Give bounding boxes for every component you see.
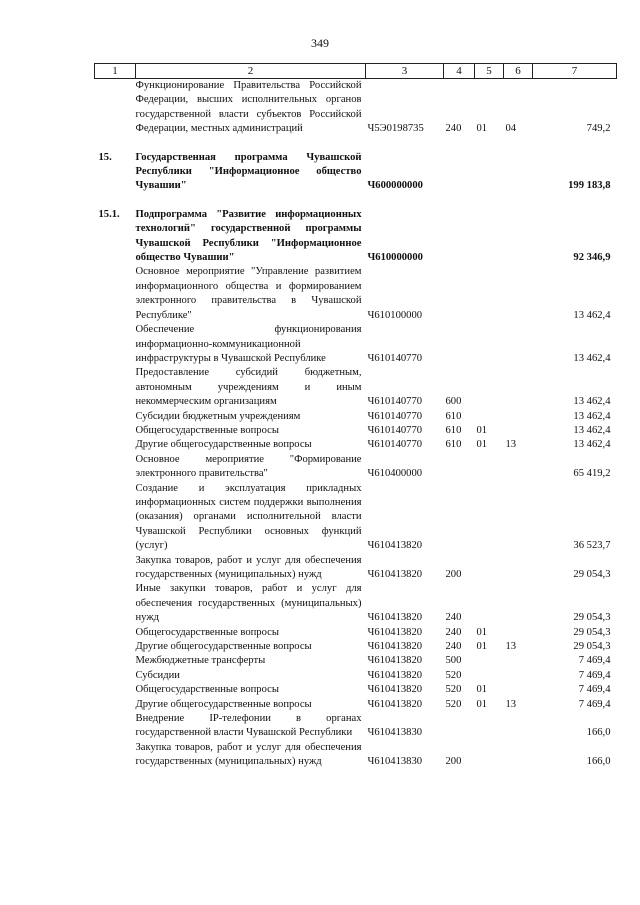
table-row [95, 640, 617, 654]
expense-type [444, 453, 475, 482]
row-number [95, 453, 136, 482]
amount: 166,0 [586, 727, 611, 739]
subsection-code [504, 683, 533, 697]
target-code: Ч610140770 [367, 439, 423, 451]
amount: 13 462,4 [573, 309, 611, 321]
row-number [95, 582, 136, 625]
subsection-code: 13 [505, 698, 517, 710]
section-code: 01 [476, 123, 488, 135]
row-number [95, 482, 136, 554]
row-number [95, 698, 136, 712]
subsection-code [504, 654, 533, 668]
table-row [95, 438, 617, 452]
section-code [475, 654, 504, 668]
section-code [475, 137, 504, 194]
table-row [95, 137, 617, 194]
column-number: 7 [533, 64, 617, 79]
expense-type [444, 265, 475, 323]
row-name: Подпрограмма "Развитие информационных технологий" государственной программы Чувашской Республики "Информационное общество Чувашии" [135, 208, 362, 264]
row-name: Внедрение IP-телефонии в органах государственной власти Чувашской Республики [135, 713, 362, 739]
amount: 13 462,4 [573, 424, 611, 436]
amount: 13 462,4 [573, 410, 611, 422]
row-name: Предоставление субсидий бюджетным, автономным учреждениям и иным некоммерческим организациям [135, 367, 362, 408]
subsection-code: 04 [505, 123, 517, 135]
row-name: Общегосударственные вопросы [135, 684, 279, 696]
row-number [95, 438, 136, 452]
row-number [95, 424, 136, 438]
target-code: Ч610413820 [367, 626, 423, 638]
row-number [95, 741, 136, 770]
row-number: 15.1. [98, 208, 120, 220]
table-row [95, 323, 617, 366]
table-row [95, 654, 617, 668]
column-number: 5 [475, 64, 504, 79]
target-code: Ч610000000 [367, 252, 423, 264]
target-code: Ч610400000 [367, 468, 423, 480]
target-code: Ч610413820 [367, 655, 423, 667]
expense-type: 200 [445, 756, 462, 768]
amount: 13 462,4 [573, 352, 611, 364]
row-name: Закупка товаров, работ и услуг для обеспечения государственных (муниципальных) нужд [135, 554, 362, 580]
amount: 36 523,7 [573, 540, 611, 552]
target-code: Ч610413820 [367, 698, 423, 710]
section-code: 01 [476, 641, 488, 653]
amount: 7 469,4 [578, 669, 611, 681]
target-code: Ч610413820 [367, 684, 423, 696]
amount: 7 469,4 [578, 684, 611, 696]
amount: 92 346,9 [573, 252, 611, 264]
row-number [95, 265, 136, 323]
row-number [95, 323, 136, 366]
row-number [95, 654, 136, 668]
subsection-code: 13 [505, 439, 517, 451]
table-row [95, 482, 617, 554]
column-number: 1 [95, 64, 136, 79]
amount: 29 054,3 [573, 612, 611, 624]
target-code: Ч600000000 [367, 180, 423, 192]
expense-type: 520 [445, 669, 462, 681]
target-code: Ч610413820 [367, 540, 423, 552]
target-code: Ч610413820 [367, 569, 423, 580]
target-code: Ч5Э0198735 [367, 123, 424, 135]
column-number: 2 [136, 64, 366, 79]
amount: 29 054,3 [573, 626, 611, 638]
section-code: 01 [476, 626, 488, 638]
section-code [475, 582, 504, 625]
table-row [95, 669, 617, 683]
column-number-row [95, 64, 617, 79]
row-name: Иные закупки товаров, работ и услуг для обеспечения государственных (муниципальных) нужд [135, 583, 362, 624]
target-code: Ч610413820 [367, 641, 423, 653]
subsection-code [504, 410, 533, 424]
row-name: Закупка товаров, работ и услуг для обеспечения государственных (муниципальных) нужд [135, 741, 362, 768]
expense-type: 240 [445, 123, 462, 135]
expense-type [444, 712, 475, 741]
target-code: Ч610140770 [367, 352, 423, 364]
table-row [95, 626, 617, 640]
row-number [95, 669, 136, 683]
row-name: Общегосударственные вопросы [135, 626, 279, 638]
section-code [475, 453, 504, 482]
row-name: Основное мероприятие "Управление развитием информационного общества и формированием электронного правительства в Чувашской Республике" [135, 266, 362, 321]
subsection-code [504, 554, 533, 583]
row-name: Создание и эксплуатация прикладных информационных систем поддержки выполнения (оказания) органами исполнительной власти Чувашской Республики основных функций (услуг) [135, 482, 362, 552]
row-number [95, 366, 136, 409]
amount: 199 183,8 [568, 180, 611, 192]
subsection-code [504, 482, 533, 554]
amount: 29 054,3 [573, 641, 611, 653]
section-code [475, 194, 504, 266]
row-name: Межбюджетные трансферты [135, 655, 266, 667]
subsection-code [504, 669, 533, 683]
row-name: Другие общегосударственные вопросы [135, 439, 312, 451]
expense-type [444, 482, 475, 554]
target-code: Ч610140770 [367, 396, 423, 408]
table-row [95, 698, 617, 712]
amount: 166,0 [586, 756, 611, 768]
expense-type [444, 194, 475, 266]
amount: 29 054,3 [573, 569, 611, 580]
expense-type: 520 [445, 698, 462, 710]
amount: 13 462,4 [573, 439, 611, 451]
expense-type: 500 [445, 655, 462, 667]
row-name: Другие общегосударственные вопросы [135, 698, 312, 710]
section-code: 01 [476, 424, 488, 436]
section-code [475, 669, 504, 683]
table-row [95, 683, 617, 697]
section-code [475, 712, 504, 741]
expense-type: 610 [445, 410, 462, 422]
expense-type: 240 [445, 641, 462, 653]
expense-type: 600 [445, 396, 462, 408]
section-code [475, 554, 504, 583]
expense-type [444, 323, 475, 366]
table-row [95, 554, 617, 583]
expense-type: 610 [445, 439, 462, 451]
row-number [95, 712, 136, 741]
row-number: 15. [98, 151, 112, 163]
row-number [95, 79, 136, 137]
row-name: Обеспечение функционирования информационно-коммуникационной инфраструктуры в Чувашской Республике [135, 324, 362, 364]
amount: 13 462,4 [573, 396, 611, 408]
section-code: 01 [476, 684, 488, 696]
table-row [95, 424, 617, 438]
row-name: Общегосударственные вопросы [135, 424, 279, 436]
row-number [95, 683, 136, 697]
row-name: Государственная программа Чувашской Республики "Информационное общество Чувашии" [135, 151, 362, 192]
expense-type: 610 [445, 424, 462, 436]
section-code [475, 323, 504, 366]
amount: 65 419,2 [573, 468, 611, 480]
table-row [95, 582, 617, 625]
subsection-code [504, 453, 533, 482]
amount: 7 469,4 [578, 698, 611, 710]
expense-type: 240 [445, 626, 462, 638]
amount: 7 469,4 [578, 655, 611, 667]
expense-type: 520 [445, 684, 462, 696]
target-code: Ч610413830 [367, 756, 423, 768]
subsection-code [504, 137, 533, 194]
table-row [95, 712, 617, 741]
target-code: Ч610413820 [367, 612, 423, 624]
section-code: 01 [476, 439, 488, 451]
target-code: Ч610100000 [367, 309, 423, 321]
section-code: 01 [476, 698, 488, 710]
table-row [95, 79, 617, 137]
expense-type: 240 [445, 612, 462, 624]
table-row [95, 366, 617, 409]
row-name: Другие общегосударственные вопросы [135, 641, 312, 653]
subsection-code [504, 712, 533, 741]
column-number: 6 [504, 64, 533, 79]
target-code: Ч610140770 [367, 410, 423, 422]
section-code [475, 741, 504, 770]
target-code: Ч610140770 [367, 424, 423, 436]
subsection-code [504, 424, 533, 438]
target-code: Ч610413830 [367, 727, 423, 739]
expense-type [444, 137, 475, 194]
subsection-code [504, 194, 533, 266]
table-row [95, 194, 617, 266]
row-number [95, 626, 136, 640]
table-row [95, 453, 617, 482]
section-code [475, 265, 504, 323]
row-number [95, 554, 136, 583]
row-number [95, 640, 136, 654]
budget-table [94, 63, 617, 770]
subsection-code [504, 265, 533, 323]
table-row [95, 741, 617, 770]
row-name: Субсидии бюджетным учреждениям [135, 410, 301, 422]
expense-type: 200 [445, 569, 462, 580]
subsection-code [504, 366, 533, 409]
subsection-code [504, 323, 533, 366]
column-number: 4 [444, 64, 475, 79]
amount: 749,2 [586, 123, 611, 135]
row-number [95, 410, 136, 424]
subsection-code: 13 [505, 641, 517, 653]
target-code: Ч610413820 [367, 669, 423, 681]
table-row [95, 265, 617, 323]
section-code [475, 410, 504, 424]
section-code [475, 366, 504, 409]
subsection-code [504, 626, 533, 640]
row-name: Функционирование Правительства Российской Федерации, высших исполнительных органов государственной власти субъектов Российской Федерации, местных администраций [135, 80, 362, 135]
row-name: Основное мероприятие "Формирование электронного правительства" [135, 453, 362, 480]
subsection-code [504, 741, 533, 770]
row-name: Субсидии [135, 669, 180, 681]
page-number: 349 [311, 36, 329, 50]
table-body [95, 79, 617, 770]
section-code [475, 482, 504, 554]
subsection-code [504, 582, 533, 625]
column-number: 3 [366, 64, 444, 79]
table-row [95, 410, 617, 424]
